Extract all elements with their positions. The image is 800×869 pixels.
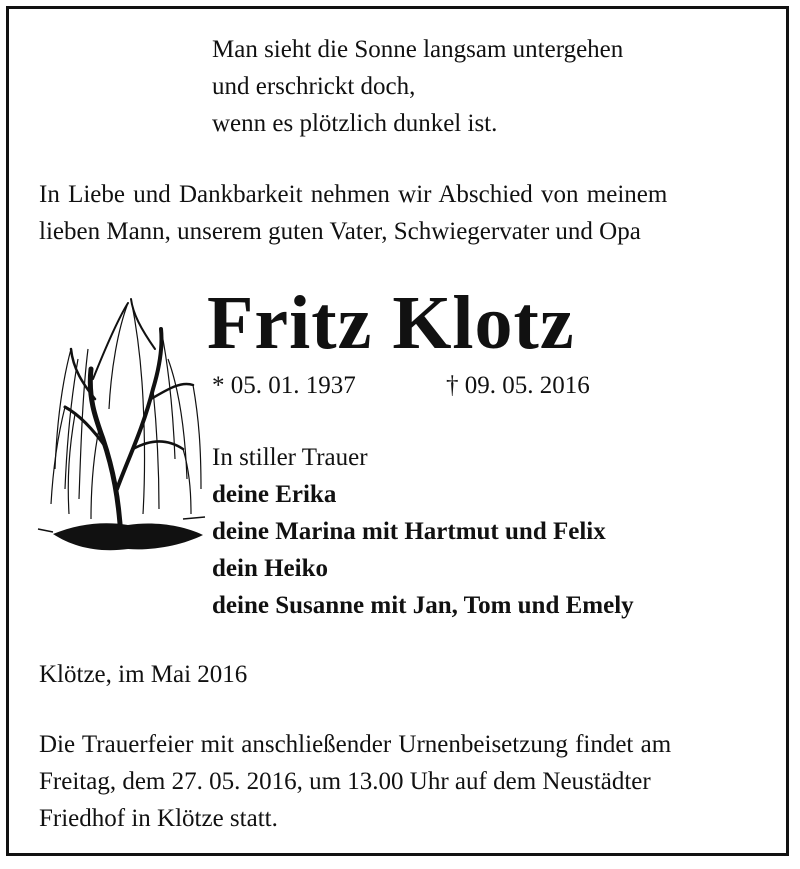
- weeping-willow-icon: [33, 289, 208, 589]
- death-date: † 09. 05. 2016: [446, 372, 590, 399]
- mourners-heading: In stiller Trauer: [212, 444, 368, 471]
- obituary-notice: [6, 6, 789, 856]
- ceremony-line-2: Freitag, dem 27. 05. 2016, um 13.00 Uhr auf dem Neustädter: [39, 768, 651, 795]
- deceased-name: Fritz Klotz: [207, 281, 575, 365]
- place-date: Klötze, im Mai 2016: [39, 661, 248, 688]
- mourner-1: deine Erika: [212, 481, 337, 508]
- poem-line-2: und erschrickt doch,: [212, 73, 416, 100]
- poem-line-3: wenn es plötzlich dunkel ist.: [212, 110, 498, 137]
- intro-line-1: In Liebe und Dankbarkeit nehmen wir Abschied von meinem: [39, 181, 668, 208]
- ceremony-line-3: Friedhof in Klötze statt.: [39, 805, 278, 832]
- birth-date: * 05. 01. 1937: [212, 372, 356, 399]
- ceremony-line-1: Die Trauerfeier mit anschließender Urnenbeisetzung findet am: [39, 731, 672, 758]
- intro-line-2: lieben Mann, unserem guten Vater, Schwiegervater und Opa: [39, 218, 641, 245]
- mourner-4: deine Susanne mit Jan, Tom und Emely: [212, 592, 634, 619]
- mourner-2: deine Marina mit Hartmut und Felix: [212, 518, 606, 545]
- mourner-3: dein Heiko: [212, 555, 328, 582]
- poem-line-1: Man sieht die Sonne langsam untergehen: [212, 36, 624, 63]
